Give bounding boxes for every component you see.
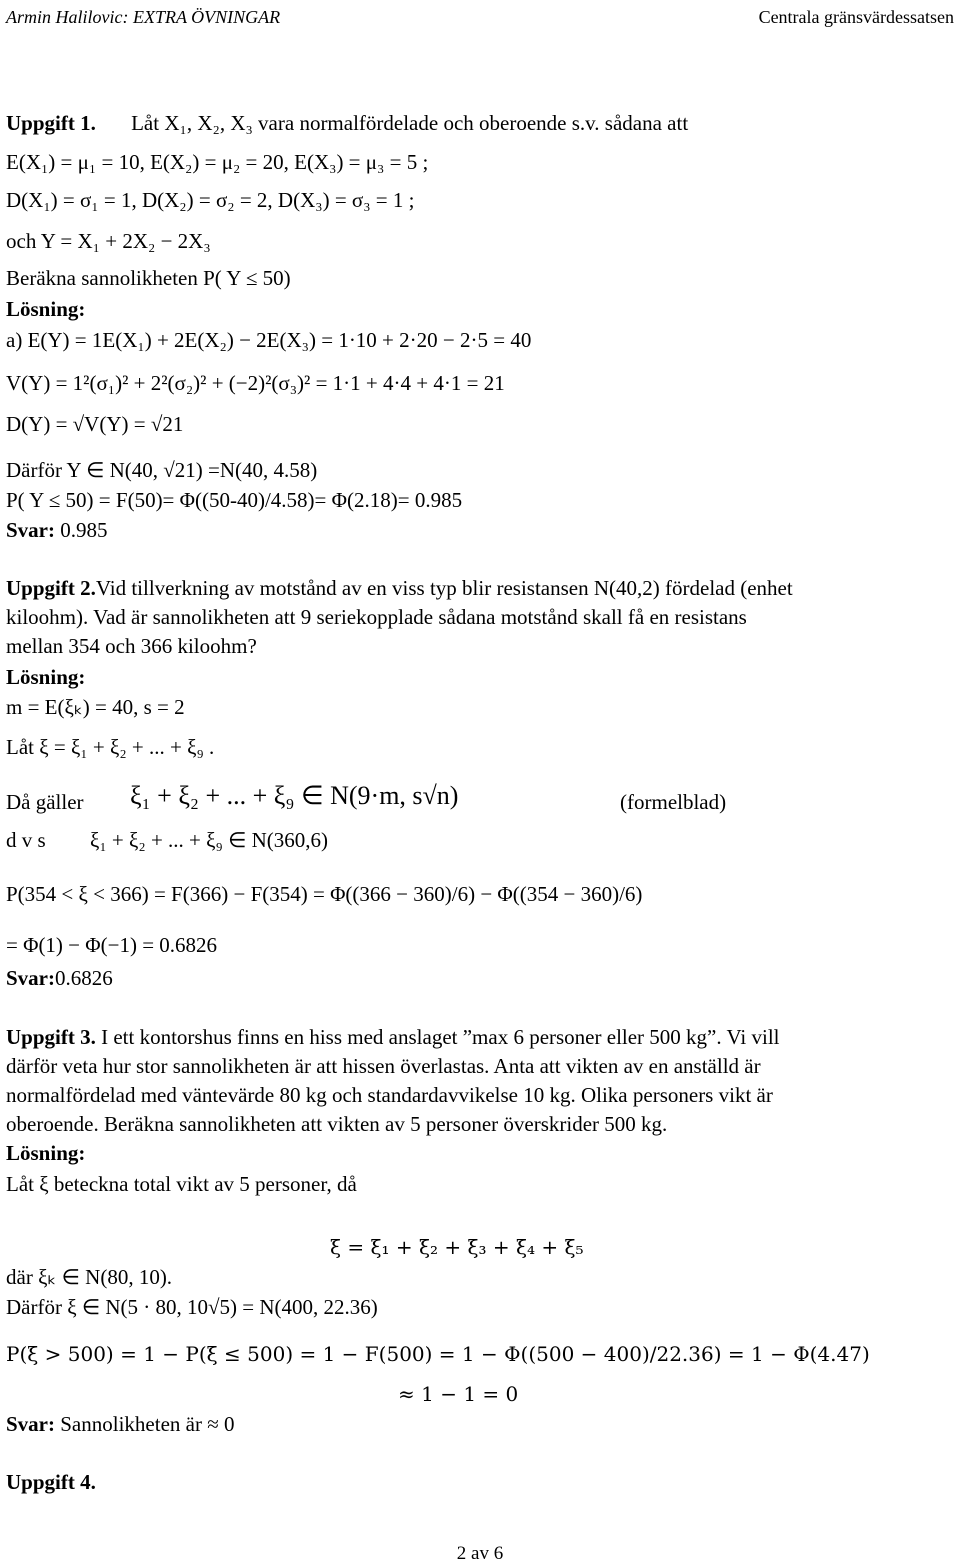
task3-let: Låt ξ beteckna total vikt av 5 personer, då — [6, 1172, 357, 1196]
task2-dvs-line — [6, 828, 606, 852]
task2-solution-label: Lösning: — [6, 665, 86, 689]
task2-answer-label: Svar: — [6, 966, 55, 990]
task1-distribution: Därför Y ∈ N(40, √21) =N(40, 4.58) — [6, 458, 318, 482]
task3-approx: ≈ 1 − 1 = 0 — [398, 1382, 519, 1406]
task3-text-line-1 — [6, 1025, 780, 1049]
task2-mean-sd: m = E(ξₖ) = 40, s = 2 — [6, 695, 185, 719]
task2-let: Låt ξ = ξ₁ + ξ₂ + ... + ξ₉ . — [6, 735, 215, 759]
task1-deviation-calc: D(Y) = √V(Y) = √21 — [6, 412, 184, 436]
task1-answer-value: 0.985 — [60, 518, 108, 542]
task2-text-line-1 — [6, 576, 793, 600]
task2-probability: P(354 < ξ < 366) = F(366) − F(354) = Φ((366 − 360)/6) − Φ((354 − 360)/6) — [6, 882, 643, 906]
task3-answer-value: Sannolikheten är ≈ 0 — [60, 1412, 235, 1436]
task2-then-line — [6, 781, 954, 814]
task2-then-label: Då gäller — [6, 790, 84, 814]
task2-answer — [6, 966, 113, 990]
task1-solution-label: Lösning: — [6, 297, 86, 321]
task1-answer — [6, 518, 108, 542]
task2-then-formula: ξ₁ + ξ₂ + ... + ξ₉ ∈ N(9·m, s√n) — [130, 781, 459, 810]
task3-text-2: därför veta hur stor sannolikheten är att hissen överlastas. Anta att vikten av en anställd är — [6, 1054, 761, 1078]
task3-heading: Uppgift 3. — [6, 1025, 96, 1049]
task4-heading: Uppgift 4. — [6, 1470, 96, 1494]
task3-text-3: normalfördelad med väntevärde 80 kg och standardavvikelse 10 kg. Olika personers vikt är — [6, 1083, 773, 1107]
task2-then-note: (formelblad) — [620, 790, 727, 814]
task3-text-4: oberoende. Beräkna sannolikheten att vikten av 5 personer överskrider 500 kg. — [6, 1112, 668, 1136]
task1-probability: P( Y ≤ 50) = F(50)= Φ((50-40)/4.58)= Φ(2.18)= 0.985 — [6, 488, 463, 512]
task3-answer-label: Svar: — [6, 1412, 55, 1436]
task1-expectations: E(X₁) = μ₁ = 10, E(X₂) = μ₂ = 20, E(X₃) = μ₃ = 5 ; — [6, 150, 429, 174]
task2-text-1: Vid tillverkning av motstånd av en viss typ blir resistansen N(40,2) fördelad (enhet — [95, 576, 793, 600]
task2-answer-value: 0.6826 — [55, 966, 113, 990]
task1-variance-calc: V(Y) = 1²(σ₁)² + 2²(σ₂)² + (−2)²(σ₃)² = 1·1 + 4·4 + 4·1 = 21 — [6, 371, 505, 395]
task1-intro-line — [6, 111, 688, 135]
task2-text-3: mellan 354 och 366 kiloohm? — [6, 634, 257, 658]
task2-heading: Uppgift 2. — [6, 576, 96, 600]
task3-probability: P(ξ > 500) = 1 − P(ξ ≤ 500) = 1 − F(500) = 1 − Φ((500 − 400)/22.36) = 1 − Φ(4.47) — [6, 1342, 870, 1366]
task1-expectation-calc: a) E(Y) = 1E(X₁) + 2E(X₂) − 2E(X₃) = 1·10 + 2·20 − 2·5 = 40 — [6, 328, 532, 352]
task1-answer-label: Svar: — [6, 518, 55, 542]
task1-question: Beräkna sannolikheten P( Y ≤ 50) — [6, 266, 291, 290]
header-topic: Centrala gränsvärdessatsen — [758, 7, 954, 27]
task2-dvs-label: d v s — [6, 828, 46, 852]
header-author: Armin Halilovic: EXTRA ÖVNINGAR — [6, 7, 281, 27]
page-number: 2 av 6 — [456, 1543, 504, 1564]
task3-therefore: Därför ξ ∈ N(5 · 80, 10√5) = N(400, 22.36) — [6, 1295, 378, 1319]
task1-deviations: D(X₁) = σ₁ = 1, D(X₂) = σ₂ = 2, D(X₃) = σ₃ = 1 ; — [6, 188, 415, 212]
task3-where: där ξₖ ∈ N(80, 10). — [6, 1265, 173, 1289]
task3-sum: ξ = ξ₁ + ξ₂ + ξ₃ + ξ₄ + ξ₅ — [330, 1235, 584, 1259]
task3-text-1: I ett kontorshus finns en hiss med anslaget ”max 6 personer eller 500 kg”. Vi vill — [101, 1025, 780, 1049]
task1-heading: Uppgift 1. — [6, 111, 96, 135]
task2-result: = Φ(1) − Φ(−1) = 0.6826 — [6, 933, 218, 957]
task3-solution-label: Lösning: — [6, 1141, 86, 1165]
task1-definition: och Y = X₁ + 2X₂ − 2X₃ — [6, 229, 211, 253]
task3-answer — [6, 1412, 234, 1436]
task1-intro: Låt X₁, X₂, X₃ vara normalfördelade och oberoende s.v. sådana att — [131, 111, 689, 135]
task2-text-2: kiloohm). Vad är sannolikheten att 9 seriekopplade sådana motstånd skall få en resistans — [6, 605, 747, 629]
task2-dvs-formula: ξ₁ + ξ₂ + ... + ξ₉ ∈ N(360,6) — [90, 828, 329, 852]
